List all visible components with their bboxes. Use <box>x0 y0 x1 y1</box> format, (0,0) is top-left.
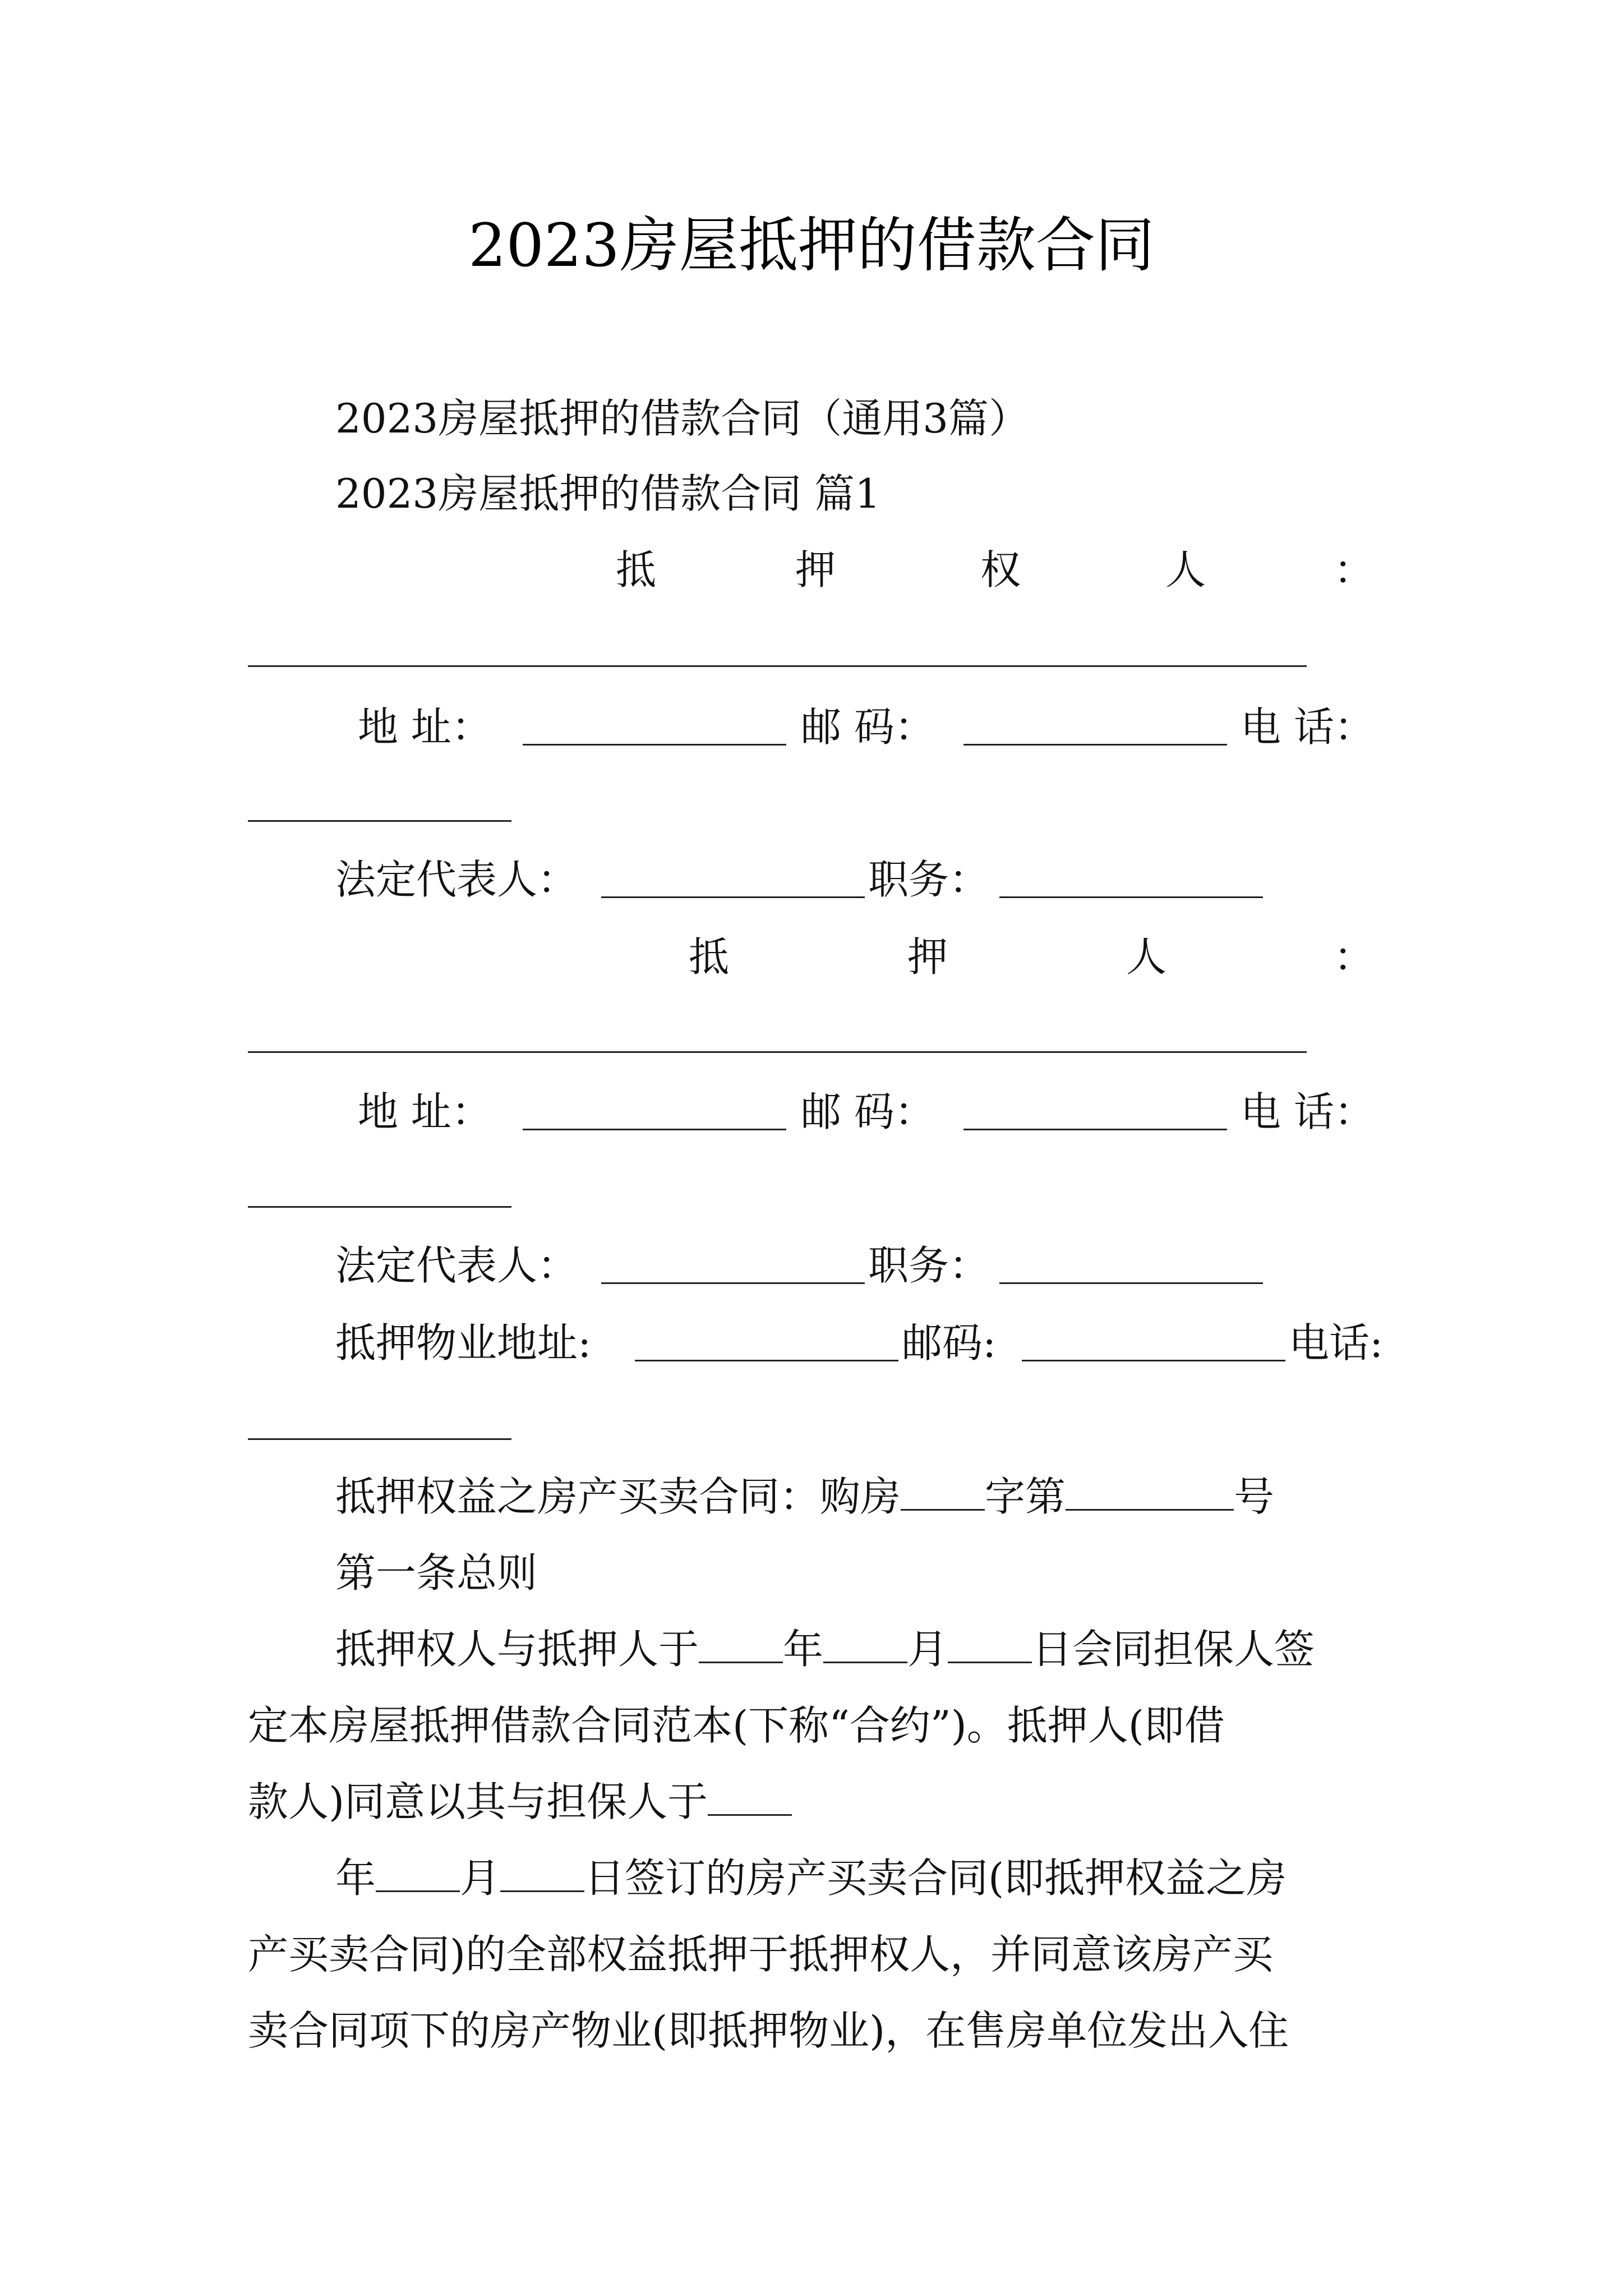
mortgagor-char-2: 押 <box>907 933 948 981</box>
contract-ref-blank-1 <box>901 1472 985 1511</box>
mortgagor-rep-blank <box>601 1282 865 1284</box>
para2-day-blank <box>500 1853 584 1892</box>
mortgagee-phone-blank <box>248 820 511 822</box>
para2-month-blank <box>376 1853 460 1892</box>
mortgagee-char-1: 抵 <box>616 546 657 593</box>
para1-line3 <box>248 1774 792 1830</box>
mortgagor-address-label: 地 址： <box>358 1088 492 1135</box>
contract-ref-blank-2 <box>1066 1472 1234 1511</box>
mortgagee-address-label: 地 址： <box>358 703 492 751</box>
mortgagor-postcode-label: 邮 码： <box>801 1088 935 1135</box>
para2-text-a: 年 <box>335 1855 376 1902</box>
mortgagee-char-3: 权 <box>980 546 1021 593</box>
para1-date-blank <box>708 1777 792 1816</box>
contract-ref-line <box>335 1469 1274 1525</box>
contract-ref-suffix: 号 <box>1234 1473 1275 1520</box>
mortgagor-postcode-blank <box>963 1129 1227 1130</box>
mortgagee-char-2: 押 <box>795 546 836 593</box>
mortgagor-char-1: 抵 <box>689 933 730 981</box>
article1-heading: 第一条总则 <box>335 1549 538 1596</box>
mortgagee-postcode-blank <box>963 744 1227 746</box>
contract-ref-prefix: 抵押权益之房产买卖合同：购房 <box>335 1473 901 1520</box>
mortgagee-char-5: ： <box>1334 546 1375 593</box>
mortgagee-char-4: 人 <box>1165 546 1206 593</box>
para1-month-blank <box>823 1625 907 1663</box>
para2-line3: 卖合同项下的房产物业(即抵押物业)，在售房单位发出入住 <box>248 2007 1289 2054</box>
property-address-blank <box>635 1360 898 1361</box>
mortgagee-phone-label: 电 话： <box>1241 703 1375 751</box>
mortgagee-name-blank <box>248 665 1307 667</box>
para1-line2: 定本房屋抵押借款合同范本(下称“合约”)。抵押人(即借 <box>248 1702 1225 1749</box>
para2-line2: 产买卖合同)的全部权益抵押于抵押权人，并同意该房产买 <box>248 1931 1274 1978</box>
para2-line1 <box>335 1850 1287 1906</box>
mortgagor-phone-label: 电 话： <box>1241 1088 1375 1135</box>
para1-day-blank <box>948 1625 1032 1663</box>
para1-text-a: 抵押权人与抵押人于 <box>335 1626 699 1673</box>
mortgagor-title-label: 职务： <box>868 1242 990 1289</box>
mortgagor-rep-label: 法定代表人： <box>335 1242 578 1289</box>
contract-ref-mid: 字第 <box>985 1473 1066 1520</box>
para1-text-c: 月 <box>907 1626 948 1673</box>
property-postcode-label: 邮码: <box>902 1319 997 1366</box>
para2-text-c: 日签订的房产买卖合同(即抵押权益之房 <box>584 1855 1287 1902</box>
document-title: 2023房屋抵押的借款合同 <box>468 211 1155 280</box>
mortgagee-address-blank <box>523 744 786 746</box>
mortgagor-address-blank <box>523 1129 786 1130</box>
para2-text-b: 月 <box>460 1855 501 1902</box>
mortgagee-title-blank <box>999 896 1263 898</box>
para1-text-d: 日会同担保人签 <box>1032 1626 1315 1673</box>
mortgagor-name-blank <box>248 1051 1307 1053</box>
property-phone-label: 电话: <box>1289 1319 1384 1366</box>
mortgagor-phone-blank <box>248 1206 511 1208</box>
subtitle: 2023房屋抵押的借款合同（通用3篇） <box>335 395 1030 442</box>
part-heading: 2023房屋抵押的借款合同 篇1 <box>335 470 880 517</box>
mortgagee-rep-label: 法定代表人： <box>335 856 578 903</box>
para1-text-b: 年 <box>783 1626 824 1673</box>
para1-text-l3: 款人)同意以其与担保人于 <box>248 1778 708 1825</box>
property-phone-blank <box>248 1438 511 1440</box>
mortgagor-char-4: ： <box>1334 933 1375 981</box>
mortgagor-title-blank <box>999 1282 1263 1284</box>
mortgagee-postcode-label: 邮 码： <box>801 703 935 751</box>
mortgagor-char-3: 人 <box>1126 933 1167 981</box>
mortgagee-rep-blank <box>601 896 865 898</box>
property-postcode-blank <box>1022 1360 1285 1361</box>
property-address-label: 抵押物业地址: <box>335 1319 592 1366</box>
para1-year-blank <box>699 1625 783 1663</box>
mortgagee-title-label: 职务： <box>868 856 990 903</box>
para1-line1 <box>335 1621 1315 1677</box>
